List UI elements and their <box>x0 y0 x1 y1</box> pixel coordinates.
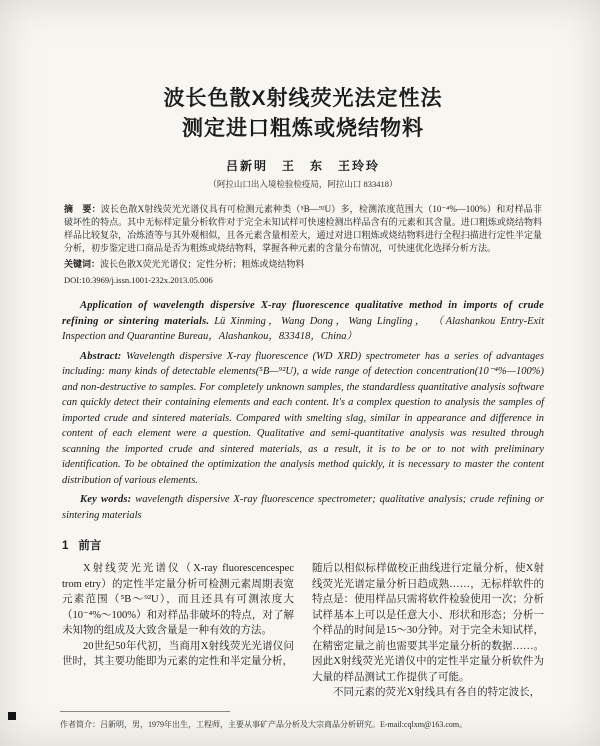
english-keywords-para <box>62 492 544 523</box>
paper-title-zh <box>62 84 544 144</box>
paper-title-line1: 波长色散X射线荧光法定性法 <box>163 87 443 110</box>
page-content <box>62 0 544 701</box>
authors-line: 吕新明 王 东 王玲玲 <box>225 159 380 173</box>
english-abstract-label: Abstract: <box>80 350 122 362</box>
left-column <box>62 561 294 701</box>
keywords-zh-text: 波长色散X荧光光谱仪；定性分析；粗炼或烧结物料 <box>100 259 305 269</box>
section-number: 1 <box>62 540 69 552</box>
scan-corner-mark <box>8 712 16 720</box>
english-title-para <box>62 298 544 345</box>
english-affiliation: （Alashankou Entry-Exit Inspection and Quarantine Bureau，Alashankou，833418，China） <box>62 315 544 342</box>
abstract-zh-label: 摘 要： <box>64 204 101 214</box>
footnote-rule <box>60 711 230 712</box>
english-title: Application of wavelength dispersive X-ray fluorescence qualitative method in imports of crude refining or sintering materials. <box>62 300 544 327</box>
english-block <box>62 298 544 523</box>
english-keywords-text: wavelength dispersive X-ray fluorescence spectrometer; qualitative analysis; crude refining or sintering materials <box>62 494 545 521</box>
right-paragraph-2: 不同元素的荧光X射线具有各自的特定波长， <box>333 687 541 698</box>
left-paragraph-2: 20世纪50年代初，当商用X射线荧光光谱仪问世时，其主要功能即为元素的定性和半定量分析， <box>62 640 294 667</box>
paper-title-line2: 测定进口粗炼或烧结物料 <box>182 117 424 140</box>
english-abstract-text: Wavelength dispersive X-ray fluorescence (WD XRD) spectrometer has a series of advantages including: many kinds of detectable elements(⁵B—⁹²U), a wide range of detection concentration(10⁻⁴%—100%) and non-destructive to samples. For completely unknown samples, the standardless quantitative analysis software can quickly detect their containing elements and each content. It's a complex question to analysis the samples of imported crude and sintered materials. Compared with smelting slag, similar in appearance and difference in content of each element were a question. Qualitative and semi-quantitative analysis was resulted through scanning the imported crude and sintered materials, as a result, it is to be or to not with preliminary identification. To be obtained the optimization the analysis method quickly, it is necessary to master the content distribution of various elements. <box>62 350 545 486</box>
abstract-zh-text: 波长色散X射线荧光光谱仪具有可检测元素种类（⁵B—⁹²U）多，检测浓度范围大（10⁻⁴%—100%）和对样品非破坏性的特点。其中无标样定量分析软件对于完全未知试样可快速检测出样品含有的元素和其含量。进口粗炼或烧结物料样品比较复杂，冶炼渣等与其外观相似，且各元素含量相差大，通过对进口粗炼或烧结物料进行全程扫描进行定性半定量分析，初步鉴定进口商品是否为粗炼或烧结物料，掌握各种元素的含量分布情况，可快速优化选择分析方法。 <box>64 204 542 253</box>
section-heading <box>62 537 544 553</box>
section-title: 前言 <box>78 540 102 552</box>
keywords-zh <box>64 258 542 271</box>
right-column <box>312 561 544 701</box>
left-paragraph-1: X射线荧光光谱仪（X-ray fluorescencespec trom etry）的定性半定量分析可检测元素周期表宽元素范围（⁵B～⁹²U），而且还具有可测浓度大（10⁻⁴%～100%）和对样品非破坏的特点，对了解未知物的组成及大致含量是一种有效的方法。 <box>62 563 294 636</box>
body-columns <box>62 561 544 701</box>
english-abstract-para <box>62 349 544 489</box>
right-paragraph-1: 随后以相似标样做校正曲线进行定量分析，使X射线荧光光谱定量分析日趋成熟……，无标样软件的特点是：使用样品只需将软件检验使用一次；分析试样基本上可以是任意大小、形状和形态；分析一个样品的时间是15～30分钟。对于完全未知试样，在精密定量之前也需要其半定量分析的数据……。因此X射线荧光光谱仪中的定性半定量分析软件为大量的样品测试工作提供了可能。 <box>312 563 544 683</box>
author-bio-footnote: 作者简介：吕新明，男，1979年出生，工程师，主要从事矿产品分析及大宗商品分析研究。E-mail:cqlxm@163.com。 <box>60 720 468 729</box>
affiliation-line: （阿拉山口出入境检验检疫局，阿拉山口 833418） <box>208 179 398 189</box>
keywords-zh-label: 关键词： <box>64 259 101 269</box>
english-keywords-label: Key words: <box>80 494 132 505</box>
abstract-zh <box>64 203 542 255</box>
english-authors: Lü Xinming，Wang Dong，Wang Lingling， <box>214 315 428 327</box>
doi-line: DOI:10.3969/j.issn.1001-232x.2013.05.006 <box>64 275 213 285</box>
